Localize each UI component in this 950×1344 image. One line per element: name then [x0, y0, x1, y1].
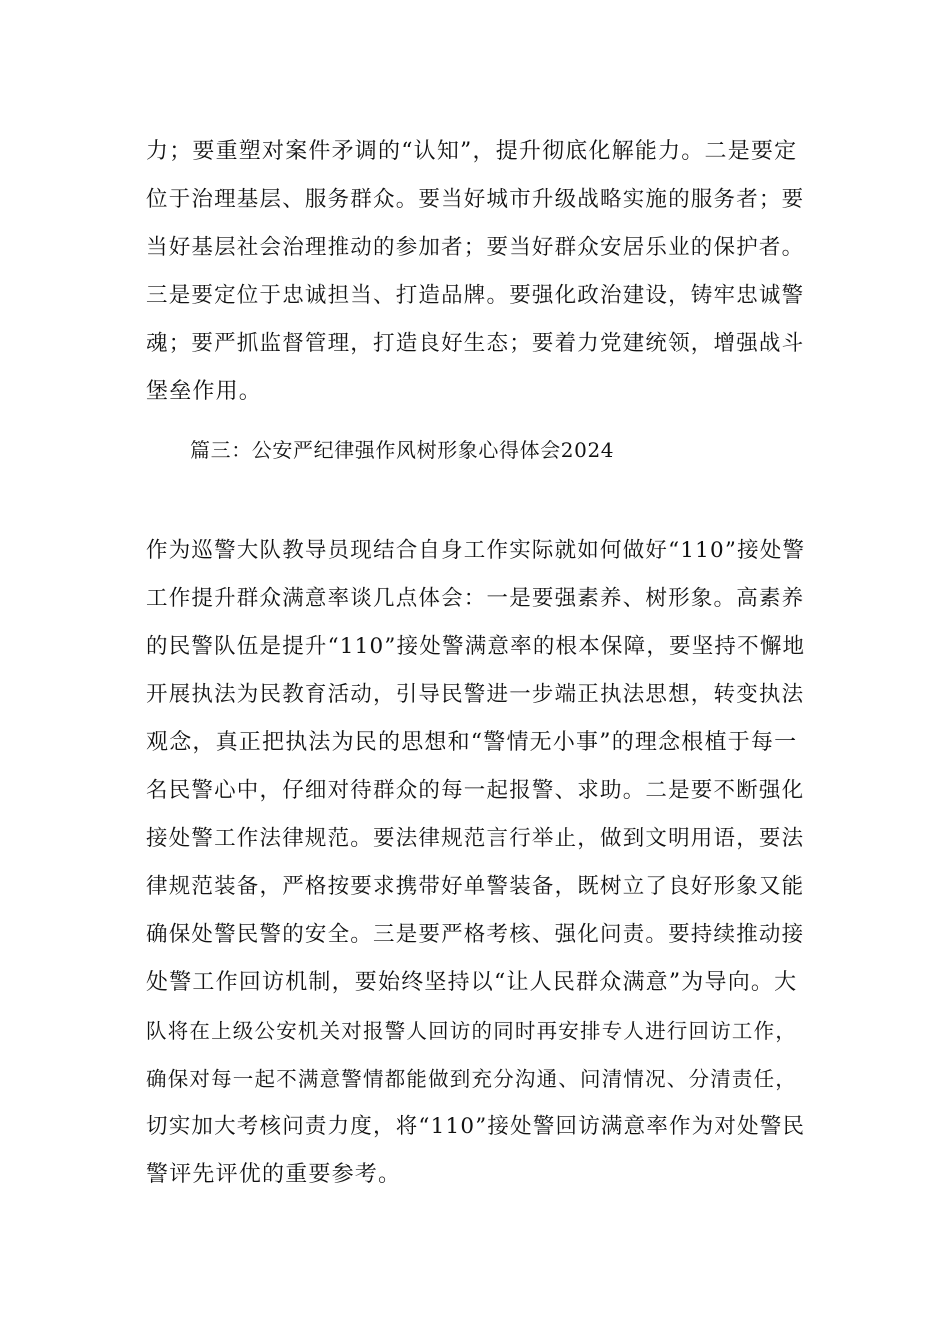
section-heading: 篇三：公安严纪律强作风树形象心得体会2024 [190, 438, 615, 462]
paragraph-1-line: 力；要重塑对案件矛调的“认知”，提升彻底化解能力。二是要定 [146, 139, 798, 164]
paragraph-2-line: 队将在上级公安机关对报警人回访的同时再安排专人进行回访工作， [146, 1019, 797, 1043]
paragraph-2-line: 确保处警民警的安全。三是要严格考核、强化问责。要持续推动接 [146, 922, 805, 947]
paragraph-2-line: 切实加大考核问责力度，将“110”接处警回访满意率作为对处警民 [146, 1114, 806, 1139]
paragraph-2-line: 的民警队伍是提升“110”接处警满意率的根本保障，要坚持不懈地 [146, 634, 806, 659]
paragraph-1-line: 位于治理基层、服务群众。要当好城市升级战略实施的服务者；要 [146, 187, 805, 212]
paragraph-1-line: 三是要定位于忠诚担当、打造品牌。要强化政治建设，铸牢忠诚警 [146, 283, 805, 308]
paragraph-2-line: 警评先评优的重要参考。 [146, 1162, 402, 1187]
paragraph-1-line: 魂；要严抓监督管理，打造良好生态；要着力党建统领，增强战斗 [146, 331, 805, 356]
paragraph-2-line: 工作提升群众满意率谈几点体会：一是要强素养、树形象。高素养 [146, 586, 805, 611]
paragraph-2-line: 处警工作回访机制，要始终坚持以“让人民群众满意”为导向。大 [146, 970, 798, 995]
paragraph-1-line: 当好基层社会治理推动的参加者；要当好群众安居乐业的保护者。 [146, 235, 805, 260]
paragraph-2-line: 观念，真正把执法为民的思想和“警情无小事”的理念根植于每一 [146, 730, 798, 755]
paragraph-2-line: 律规范装备，严格按要求携带好单警装备，既树立了良好形象又能 [146, 874, 805, 899]
paragraph-2-line: 名民警心中，仔细对待群众的每一起报警、求助。二是要不断强化 [146, 778, 805, 803]
paragraph-2-line: 确保对每一起不满意警情都能做到充分沟通、问清情况、分清责任， [146, 1067, 797, 1091]
paragraph-2-line: 开展执法为民教育活动，引导民警进一步端正执法思想，转变执法 [146, 682, 805, 707]
paragraph-2-line: 作为巡警大队教导员现结合自身工作实际就如何做好“110”接处警 [146, 538, 806, 563]
paragraph-1-line: 堡垒作用。 [146, 379, 263, 404]
paragraph-2-line: 接处警工作法律规范。要法律规范言行举止，做到文明用语，要法 [146, 826, 805, 851]
